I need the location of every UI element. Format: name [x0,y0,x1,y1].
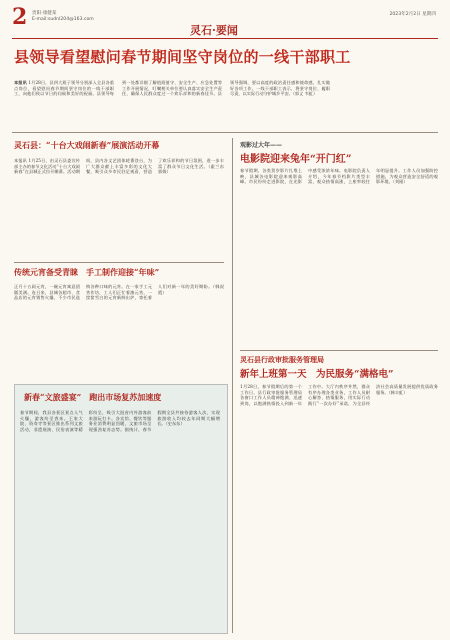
bottom-credit: （史东东） [165,421,185,427]
paper-name: 贵阳·康健某 [32,11,57,16]
right-section-tag: 灵石县行政审批服务管理局 [240,355,324,364]
right-credit-2: （韩丰虹） [388,389,408,395]
left-text-2: 正月十五闹元宵，一碗元宵寓意团圆美满。连日来，县城各超市、食品店的元宵销售火爆，不少市民选购各种口味的元宵。在一家手工元宵作坊，工人们正忙着滚元宵，一筐筐雪白的元宵新鲜出炉，寄托着人们对新一年的美好期盼。 [14,284,213,301]
right-body [240,168,438,348]
column-divider [232,138,233,633]
issue-date: 2023年2月2日 星期四 [389,12,436,17]
left-credit-2: （韩叔霞） [158,284,224,295]
bottom-text: 春节期间，我县各景区景点人气火爆，游客纷至沓来。王家大院、资寿寺等景区推出系列文旅活动，非遗展演、民俗表演等精彩纷呈，吸引大批省内外游客前来游玩打卡。各宾馆、餐饮等服务业消费明显回暖，文旅市场呈现强劲复苏态势。据统计，春节假期全县共接待游客人次、实现旅游收入均较去年同期大幅增长。 [20,410,220,432]
right-credit: （刘刚） [392,179,408,185]
left-rule [14,262,224,263]
right-tag: 观影过大年—— [240,142,283,149]
right-text: 春节假期，各类贺岁影片扎堆上映，县城各电影院迎来观影高峰。市民纷纷走进影院，在光影中感受浓浓年味。电影院负责人介绍，今年春节档影片类型丰富，观众热情高涨，上座率较往年明显提升。工作人员加强防控措施，为观众营造安全舒适的观影环境。 [240,168,438,185]
left-body-2 [14,284,224,374]
lead-byline: 本报讯 [14,80,27,85]
left-headline: 灵石县：“十台大戏闹新春”展演活动开幕 [14,140,160,150]
left-text: 本报讯 1月25日，由灵石县委宣传部主办的春节文化活动“十台大戏闹新春”在县城正式拉开帷幕。活动期间，县内各文艺团体轮番登台，为广大群众献上丰富多彩的文化大餐，吸引众多市民驻足观看，营造了欢乐祥和的节日氛围，进一步丰富了群众节日文化生活。 [14,158,224,175]
section-title: 灵石·要闻 [190,24,238,37]
lead-rule [12,132,438,133]
lead-credit: （郭义 韦虹） [292,91,318,97]
right-text-2: 1月28日，春节假期后的第一个工作日，县行政审批服务管理局各窗口工作人员精神饱满、迅速到岗，以饱满热情投入到新一年工作中。大厅内秩序井然，群众有序办理各类业务，工作人员耐心解答、热情服务，用实际行动践行“一次办好”承诺，为全县经济社会高质量发展提供优质政务服务。 [240,384,438,406]
left-credit: （霍兰东 郭姝） [158,163,224,175]
right-headline: 电影院迎来兔年“开门红” [240,154,352,165]
page-number: 2 [12,4,28,30]
lead-text: 1月28日，县四大班子领导分别深入全县各重点岗位，看望慰问春节期间坚守岗位的一线干部职工，向他们致以节日的问候和美好的祝福。县领导每到一处都详细了解值班值守、安全生产、应急处置等工作开展情况，叮嘱相关单位要认真落实安全生产责任，确保人民群众度过一个欢乐祥和的新春佳节。县领导强调，要以高度的政治责任感和使命感，扎实做好各项工作。一线干部职工表示，将坚守岗位、履职尽责，以实际行动守护城乡平安。 [14,80,330,97]
editor-email: E-mail:sudnl204@163.com [32,17,94,22]
left-body [14,158,224,254]
lead-headline: 县领导看望慰问春节期间坚守岗位的一线干部职工 [14,48,351,66]
lead-body [14,80,438,128]
right-headline-2: 新年上班第一天 为民服务“满格电” [240,369,394,380]
left-headline-2: 传统元宵备受青睐 手工制作迎接“年味” [14,267,160,277]
bottom-headline: 新春“文旅盛宴” 跑出市场复苏加速度 [24,392,162,402]
right-rule [240,350,438,351]
right-body-2 [240,384,438,629]
bottom-body [20,410,220,625]
header-rule [12,38,438,39]
